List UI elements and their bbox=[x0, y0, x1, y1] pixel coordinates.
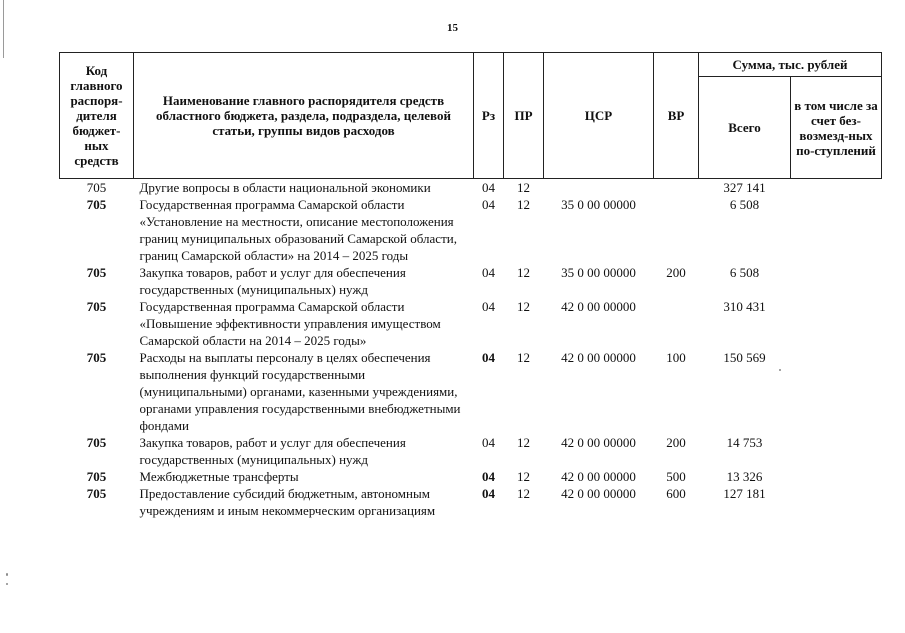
cell-csr: 42 0 00 00000 bbox=[561, 299, 636, 314]
cell-incl bbox=[791, 485, 882, 519]
header-csr: ЦСР bbox=[544, 53, 654, 179]
header-code: Код главного распоря-дителя бюджет-ных средств bbox=[60, 53, 134, 179]
cell-name: Другие вопросы в области национальной экономики bbox=[139, 180, 431, 195]
header-sum: Сумма, тыс. рублей bbox=[699, 53, 882, 77]
cell-rz: 04 bbox=[482, 350, 495, 365]
cell-name: Предоставление субсидий бюджетным, автономным учреждениям и иным некоммерческим организациям bbox=[139, 486, 436, 518]
cell-name: Закупка товаров, работ и услуг для обеспечения государственных (муниципальных) нужд bbox=[139, 435, 406, 467]
cell-total: 6 508 bbox=[729, 197, 760, 212]
cell-total: 327 141 bbox=[723, 180, 766, 195]
cell-incl bbox=[791, 349, 882, 434]
cell-vr: 500 bbox=[666, 469, 686, 484]
cell-total: 6 508 bbox=[729, 265, 760, 280]
cell-code: 705 bbox=[86, 435, 107, 450]
cell-rz: 04 bbox=[482, 486, 495, 501]
cell-pr: 12 bbox=[517, 469, 530, 484]
header-rz: Рз bbox=[474, 53, 504, 179]
cell-name: Государственная программа Самарской области «Установление на местности, описание местоположения границ муниципальных образований Самарской области, границ Самарской области» на 2014 – 2025 годы bbox=[139, 197, 457, 263]
cell-rz: 04 bbox=[482, 299, 495, 314]
header-incl: в том числе за счет без-возмезд-ных по-ступлений bbox=[791, 77, 882, 179]
table-header bbox=[60, 53, 882, 179]
page-number: 15 bbox=[447, 22, 458, 34]
cell-name: Государственная программа Самарской области «Повышение эффективности управления имуществом Самарской области на 2014 – 2025 годы» bbox=[139, 299, 441, 348]
cell-csr: 42 0 00 00000 bbox=[561, 486, 636, 501]
table-row bbox=[60, 485, 882, 519]
cell-total: 14 753 bbox=[726, 435, 763, 450]
cell-incl bbox=[791, 298, 882, 349]
cell-rz: 04 bbox=[482, 265, 495, 280]
cell-total: 13 326 bbox=[726, 469, 763, 484]
cell-vr bbox=[654, 196, 699, 264]
cell-incl bbox=[791, 264, 882, 298]
header-vr: ВР bbox=[654, 53, 699, 179]
cell-code: 705 bbox=[86, 299, 107, 314]
cell-rz: 04 bbox=[482, 180, 495, 195]
cell-pr: 12 bbox=[517, 265, 530, 280]
cell-pr: 12 bbox=[517, 486, 530, 501]
cell-total: 310 431 bbox=[723, 299, 766, 314]
cell-pr: 12 bbox=[517, 197, 530, 212]
cell-name: Расходы на выплаты персоналу в целях обеспечения выполнения функций государственными (муниципальными) органами, казенными учреждениями, органами управления государственными внебюджетными фондами bbox=[139, 350, 461, 433]
cell-incl bbox=[791, 434, 882, 468]
cell-incl bbox=[791, 179, 882, 197]
cell-pr: 12 bbox=[517, 435, 530, 450]
table-row bbox=[60, 264, 882, 298]
scan-speck bbox=[6, 573, 8, 576]
cell-vr: 100 bbox=[666, 350, 686, 365]
cell-vr: 600 bbox=[666, 486, 686, 501]
cell-csr: 42 0 00 00000 bbox=[561, 435, 636, 450]
cell-vr: 200 bbox=[666, 435, 686, 450]
cell-incl bbox=[791, 196, 882, 264]
cell-code: 705 bbox=[86, 180, 107, 195]
cell-vr bbox=[654, 298, 699, 349]
cell-code: 705 bbox=[86, 350, 107, 365]
header-pr: ПР bbox=[504, 53, 544, 179]
cell-vr bbox=[654, 179, 699, 197]
cell-rz: 04 bbox=[482, 435, 495, 450]
cell-code: 705 bbox=[86, 486, 107, 501]
cell-rz: 04 bbox=[482, 469, 495, 484]
table-row bbox=[60, 349, 882, 434]
budget-table bbox=[59, 52, 882, 519]
cell-total: 127 181 bbox=[723, 486, 766, 501]
table-row bbox=[60, 179, 882, 197]
cell-pr: 12 bbox=[517, 299, 530, 314]
cell-rz: 04 bbox=[482, 197, 495, 212]
table-row bbox=[60, 468, 882, 485]
cell-name: Закупка товаров, работ и услуг для обеспечения государственных (муниципальных) нужд bbox=[139, 265, 406, 297]
cell-incl bbox=[791, 468, 882, 485]
cell-name: Межбюджетные трансферты bbox=[139, 469, 299, 484]
header-total: Всего bbox=[699, 77, 791, 179]
cell-csr: 35 0 00 00000 bbox=[561, 265, 636, 280]
cell-code: 705 bbox=[86, 197, 107, 212]
cell-code: 705 bbox=[86, 469, 107, 484]
header-name: Наименование главного распорядителя средств областного бюджета, раздела, подраздела, целевой статьи, группы видов расходов bbox=[134, 53, 474, 179]
cell-csr: 42 0 00 00000 bbox=[561, 350, 636, 365]
table-row bbox=[60, 434, 882, 468]
table-row bbox=[60, 196, 882, 264]
cell-csr: 35 0 00 00000 bbox=[561, 197, 636, 212]
cell-vr: 200 bbox=[666, 265, 686, 280]
cell-pr: 12 bbox=[517, 180, 530, 195]
cell-pr: 12 bbox=[517, 350, 530, 365]
cell-csr bbox=[544, 179, 654, 197]
cell-csr: 42 0 00 00000 bbox=[561, 469, 636, 484]
cell-code: 705 bbox=[86, 265, 107, 280]
table-row bbox=[60, 298, 882, 349]
cell-total: 150 569 bbox=[723, 350, 766, 365]
scan-speck bbox=[6, 583, 8, 585]
